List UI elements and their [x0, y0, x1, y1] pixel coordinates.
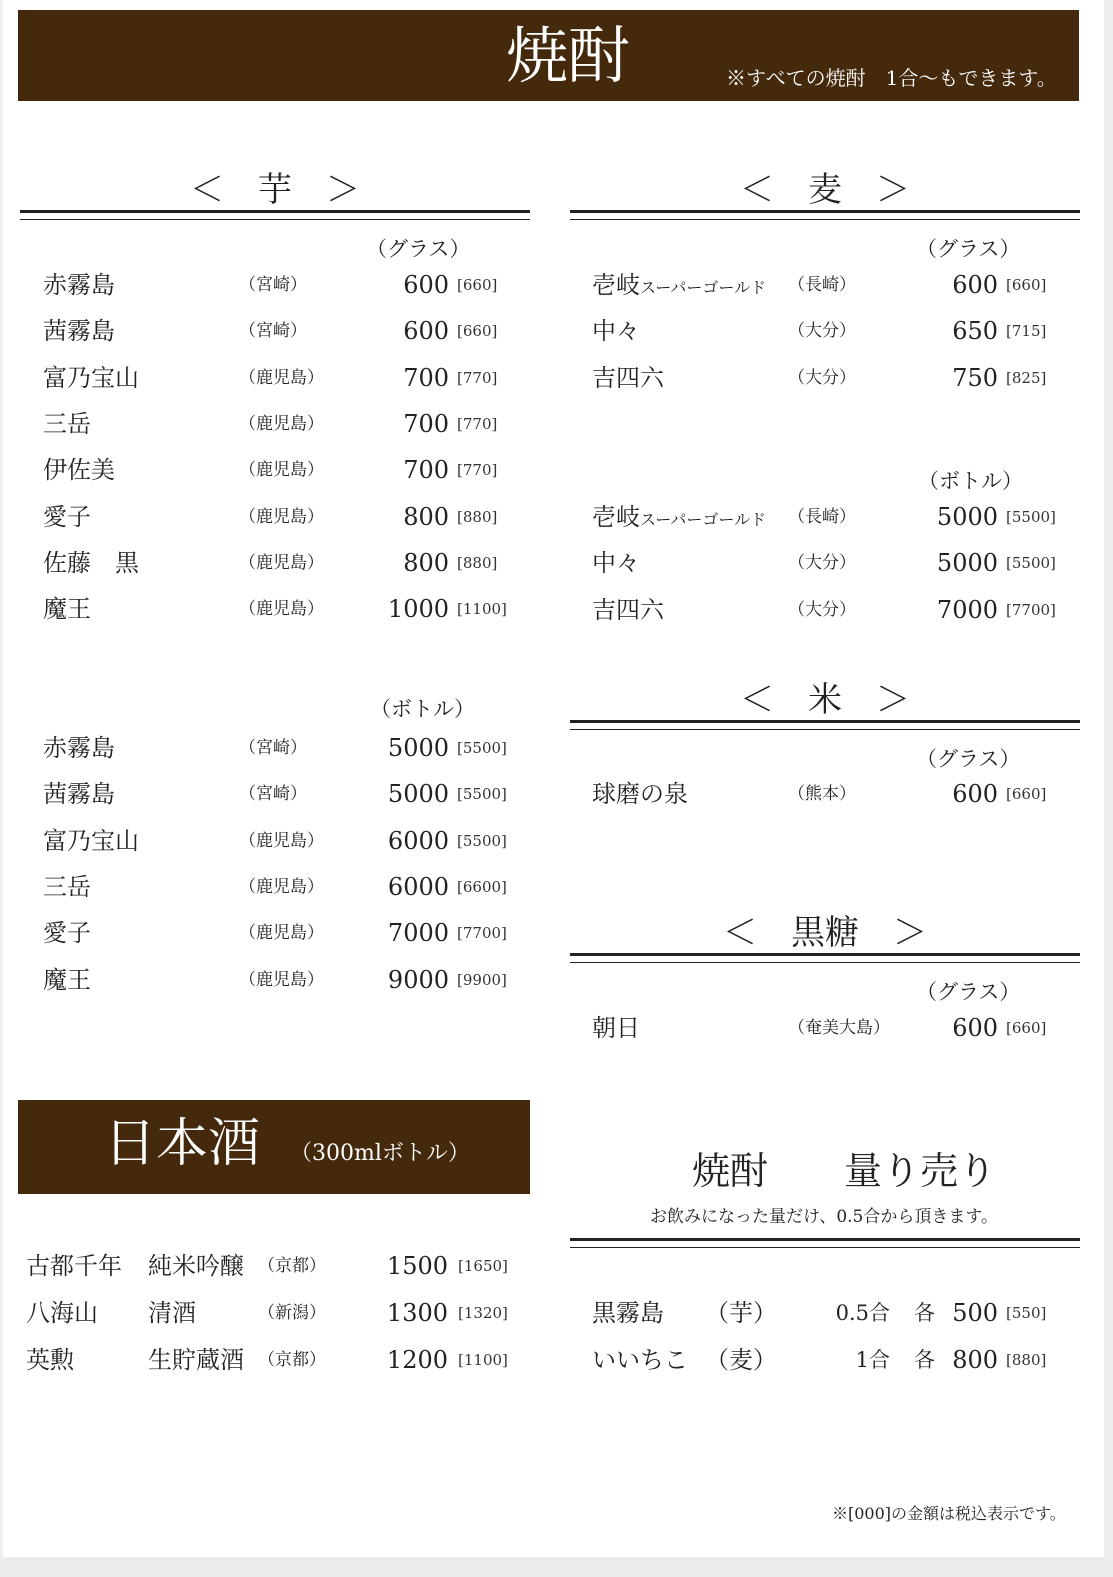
- item-tax-price: [660]: [1006, 1019, 1047, 1037]
- menu-item: [592, 546, 1072, 580]
- mugi-glass-label: （グラス）: [916, 237, 1021, 261]
- item-tax-price: [7700]: [457, 924, 507, 943]
- item-tax-price: [7700]: [1006, 600, 1056, 619]
- item-tax-price: [5500]: [457, 785, 507, 804]
- menu-item: [592, 500, 1072, 534]
- item-tax-price: [660]: [1006, 785, 1047, 803]
- item-price: 600: [952, 780, 998, 808]
- item-name: [43, 592, 91, 626]
- item-origin: （奄美大島）: [788, 1018, 890, 1038]
- item-tax-price: [770]: [457, 414, 498, 433]
- item-tax-price: [880]: [457, 553, 498, 572]
- item-name: [43, 916, 91, 950]
- item-tax-price: [660]: [1006, 276, 1047, 294]
- menu-item: [592, 593, 1072, 627]
- item-tax-price: [825]: [1006, 368, 1047, 387]
- item-origin: （熊本）: [788, 784, 856, 804]
- item-name: [43, 314, 115, 348]
- item-price: 650: [952, 317, 998, 346]
- page-title: 焼酎: [506, 19, 631, 92]
- menu-item: [592, 1011, 1072, 1045]
- item-name-text: 壱岐: [592, 271, 640, 299]
- menu-item: [43, 592, 523, 626]
- item-price: 1000: [387, 595, 449, 624]
- menu-item: [592, 361, 1072, 395]
- sake-price: 1500: [386, 1252, 448, 1280]
- header-note: ※すべての焼酎 1合～もできます。: [726, 66, 1057, 90]
- measured-name: いいちこ: [592, 1346, 688, 1374]
- item-origin: （鹿児島）: [239, 830, 324, 851]
- item-name: [592, 593, 664, 627]
- menu-item: [43, 314, 523, 348]
- item-price: 600: [952, 1014, 998, 1042]
- item-name-text: 伊佐美: [43, 456, 115, 485]
- item-origin: （大分）: [788, 321, 856, 342]
- item-name-text: 富乃宝山: [43, 826, 139, 855]
- bottom-strip: [0, 1557, 1113, 1577]
- item-origin: （鹿児島）: [239, 460, 324, 481]
- measured-price: 500: [952, 1299, 998, 1327]
- item-name-text: 吉四六: [592, 363, 664, 392]
- item-tax-price: [770]: [457, 461, 498, 480]
- item-origin: （宮崎）: [239, 738, 307, 758]
- sake-brand: 八海山: [26, 1299, 98, 1327]
- sake-subtitle: （300mlボトル）: [290, 1141, 470, 1166]
- item-origin: （長崎）: [788, 275, 856, 295]
- item-name: [592, 268, 766, 305]
- item-price: 600: [952, 271, 998, 299]
- item-price: 5000: [387, 780, 449, 809]
- sake-price: 1200: [386, 1346, 448, 1374]
- measured-divider: [570, 1238, 1080, 1248]
- measured-item: [592, 1343, 1072, 1377]
- item-origin: （鹿児島）: [239, 876, 324, 897]
- shochu-banner: [18, 10, 1079, 101]
- item-name-text: 赤霧島: [43, 734, 115, 762]
- item-name: [43, 546, 139, 580]
- menu-item: [43, 870, 523, 904]
- item-name-text: 球磨の泉: [592, 780, 688, 808]
- item-tax-price: [5500]: [457, 739, 507, 757]
- measured-item: [592, 1296, 1072, 1330]
- item-name-text: 佐藤 黒: [43, 548, 139, 577]
- item-origin: （鹿児島）: [239, 506, 324, 527]
- menu-item: [592, 777, 1072, 811]
- item-tax-price: [660]: [457, 322, 498, 341]
- item-price: 600: [403, 317, 449, 346]
- measured-type: （麦）: [705, 1346, 777, 1374]
- item-origin: （宮崎）: [239, 321, 307, 342]
- item-name-text: 愛子: [43, 502, 91, 531]
- item-price: 750: [952, 363, 998, 392]
- item-origin: （大分）: [788, 367, 856, 388]
- measured-subtitle: お飲みになった量だけ、0.5合から頂きます。: [650, 1207, 998, 1227]
- item-tax-price: [880]: [457, 507, 498, 526]
- item-name: [592, 500, 766, 537]
- sake-title: 日本酒: [104, 1114, 261, 1174]
- mugi-bottle-label: （ボトル）: [918, 469, 1023, 493]
- measured-tax-price: [550]: [1006, 1304, 1047, 1322]
- menu-item: [43, 916, 523, 950]
- menu-item: [43, 777, 523, 811]
- item-name-text: 茜霧島: [43, 780, 115, 809]
- measured-qty: 0.5合: [835, 1301, 890, 1325]
- item-name: [43, 500, 91, 534]
- item-price: 800: [403, 548, 449, 577]
- sake-price: 1300: [386, 1299, 448, 1327]
- item-price: 5000: [936, 549, 998, 578]
- kokuto-glass-label: （グラス）: [916, 980, 1021, 1004]
- item-name-text: 朝日: [592, 1014, 640, 1042]
- sake-banner: [18, 1100, 530, 1194]
- item-name: [592, 777, 688, 811]
- kome-glass-label: （グラス）: [916, 747, 1021, 771]
- item-origin: （鹿児島）: [239, 969, 324, 990]
- item-price: 7000: [387, 919, 449, 948]
- menu-item: [43, 824, 523, 858]
- sake-tax-price: [1320]: [458, 1304, 508, 1322]
- item-tax-price: [1100]: [457, 600, 507, 619]
- item-origin: （鹿児島）: [239, 413, 324, 434]
- item-name: [43, 870, 91, 904]
- kome-divider: [570, 720, 1080, 730]
- item-price: 7000: [936, 595, 998, 624]
- item-price: 6000: [387, 872, 449, 901]
- menu-item: [43, 453, 523, 487]
- menu-item: [43, 500, 523, 534]
- item-name-text: 魔王: [43, 965, 91, 994]
- item-tax-price: [5500]: [457, 831, 507, 850]
- sake-type: 純米吟醸: [148, 1252, 244, 1280]
- item-origin: （鹿児島）: [239, 552, 324, 573]
- item-name-text: 茜霧島: [43, 317, 115, 346]
- menu-item: [592, 314, 1072, 348]
- item-name: [43, 361, 139, 395]
- kome-heading: ＜ 米 ＞: [740, 680, 910, 720]
- item-name-text: 吉四六: [592, 595, 664, 624]
- item-name-text: 愛子: [43, 919, 91, 948]
- sake-type: 生貯蔵酒: [148, 1346, 244, 1374]
- sake-origin: （新潟）: [258, 1303, 326, 1323]
- item-name: [43, 453, 115, 487]
- imo-heading: ＜ 芋 ＞: [190, 170, 360, 210]
- item-price: 600: [403, 271, 449, 299]
- item-origin: （大分）: [788, 553, 856, 574]
- menu-item: [43, 268, 523, 302]
- measured-qty: 1合: [855, 1348, 890, 1372]
- item-price: 700: [403, 363, 449, 392]
- sake-type: 清酒: [148, 1299, 196, 1327]
- kokuto-heading: ＜ 黒糖 ＞: [723, 913, 927, 953]
- menu-item: [43, 963, 523, 997]
- item-tax-price: [715]: [1006, 322, 1047, 341]
- measured-name: 黒霧島: [592, 1299, 664, 1327]
- item-tax-price: [5500]: [1006, 508, 1056, 526]
- mugi-heading: ＜ 麦 ＞: [740, 170, 910, 210]
- item-price: 800: [403, 502, 449, 531]
- menu-item: [43, 546, 523, 580]
- mugi-divider: [570, 210, 1080, 220]
- measured-title: 焼酎 量り売り: [692, 1149, 997, 1193]
- measured-type: （芋）: [705, 1299, 777, 1327]
- item-origin: （宮崎）: [239, 275, 307, 295]
- item-price: 5000: [387, 734, 449, 762]
- item-price: 6000: [387, 826, 449, 855]
- item-origin: （鹿児島）: [239, 367, 324, 388]
- menu-item: [592, 268, 1072, 302]
- item-origin: （大分）: [788, 599, 856, 620]
- footnote: ※[000]の金額は税込表示です。: [832, 1504, 1066, 1523]
- measured-each: 各: [914, 1301, 935, 1325]
- item-name-text: 魔王: [43, 595, 91, 624]
- item-tax-price: [9900]: [457, 970, 507, 989]
- item-name-text: 富乃宝山: [43, 363, 139, 392]
- item-name: [592, 1011, 640, 1045]
- item-name: [43, 268, 115, 302]
- item-name-text: 赤霧島: [43, 271, 115, 299]
- kokuto-divider: [570, 953, 1080, 963]
- item-tax-price: [6600]: [457, 877, 507, 896]
- measured-each: 各: [914, 1348, 935, 1372]
- item-name-text: 中々: [592, 549, 640, 578]
- item-name: [43, 731, 115, 765]
- sake-tax-price: [1650]: [458, 1257, 508, 1275]
- item-origin: （鹿児島）: [239, 923, 324, 944]
- item-name: [592, 314, 640, 348]
- item-name: [43, 963, 91, 997]
- sake-origin: （京都）: [258, 1350, 326, 1370]
- item-origin: （鹿児島）: [239, 599, 324, 620]
- menu-item: [43, 407, 523, 441]
- item-name: [592, 361, 664, 395]
- measured-price: 800: [952, 1346, 998, 1374]
- item-price: 700: [403, 456, 449, 485]
- item-name: [43, 824, 139, 858]
- item-name-text: 壱岐: [592, 503, 640, 531]
- imo-glass-label: （グラス）: [366, 237, 471, 261]
- menu-item: [43, 361, 523, 395]
- item-price: 5000: [936, 503, 998, 531]
- sake-item: [26, 1343, 516, 1377]
- measured-tax-price: [880]: [1006, 1351, 1047, 1369]
- menu-item: [43, 731, 523, 765]
- item-tax-price: [5500]: [1006, 554, 1056, 573]
- item-origin: （宮崎）: [239, 784, 307, 805]
- sake-item: [26, 1296, 516, 1330]
- sake-origin: （京都）: [258, 1256, 326, 1276]
- sake-brand: 英勲: [26, 1346, 74, 1374]
- item-name-sub: スーパーゴールド: [640, 510, 767, 529]
- item-name: [43, 777, 115, 811]
- sake-brand: 古都千年: [26, 1252, 122, 1280]
- item-tax-price: [770]: [457, 368, 498, 387]
- item-price: 9000: [387, 965, 449, 994]
- imo-divider: [20, 210, 530, 220]
- item-origin: （長崎）: [788, 507, 856, 527]
- item-name-text: 中々: [592, 317, 640, 346]
- item-name-text: 三岳: [43, 872, 91, 901]
- item-name-text: 三岳: [43, 409, 91, 438]
- sake-tax-price: [1100]: [458, 1351, 508, 1369]
- item-name: [592, 546, 640, 580]
- item-price: 700: [403, 409, 449, 438]
- item-name: [43, 407, 91, 441]
- imo-bottle-label: （ボトル）: [370, 697, 475, 721]
- sake-item: [26, 1249, 516, 1283]
- item-tax-price: [660]: [457, 276, 498, 294]
- item-name-sub: スーパーゴールド: [640, 278, 767, 297]
